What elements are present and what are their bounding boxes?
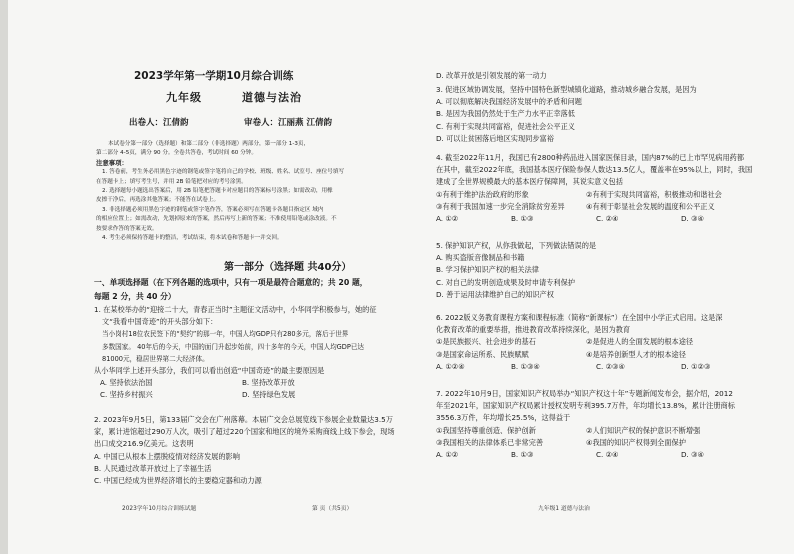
q6-option-a: A. ①②④ — [436, 361, 465, 371]
note-line: 4. 考生必须保持答题卡的整洁，考试结束，将本试卷和答题卡一并交回。 — [102, 235, 283, 242]
q1-stem-line: 1. 在某校举办的“迎接二十大，青春正当时”主题征文活动中，小华同学积极参与，她的征 — [94, 305, 377, 314]
q4-statement-3: ③有利于我国加速一步完全消除贫穷差异 — [436, 201, 565, 211]
q3-option-c: C. 有利于实现共同富裕，促进社会公平正义 — [436, 121, 575, 131]
q2-stem-line: 家，累计进馆超过290万人次，吸引了超过220个国家和地区的境外采购商线上线下参会，现场 — [94, 427, 395, 437]
instruction-line: 一、单项选择题（在下列各题的选项中，只有一项是最符合题意的；共 20 题， — [94, 278, 368, 287]
q4-option-a: A. ①② — [436, 214, 459, 224]
note-line: 皮擦干净后，再选涂其他答案；不能答在试卷上。 — [96, 197, 220, 204]
q4-statement-2: ②有利于实现共同富裕，积极推动和谐社会 — [586, 189, 722, 199]
q3-stem: 3. 促进区域协调发展，坚持中国特色新型城镇化道路，推动城乡融合发展，是因为 — [436, 85, 697, 94]
exam-notes — [96, 140, 344, 243]
instruction-line: 每题 2 分，共 40 分） — [94, 291, 176, 301]
q3-option-b: B. 是因为我国仍然处于生产力水平正幸落低 — [436, 109, 575, 119]
q1-stem-line: 文“我看中国奇迹”的开头部分如下： — [102, 317, 218, 327]
q7-option-b: B. ①③ — [511, 450, 534, 460]
q2-option-b: B. 人民通过改革开放过上了幸福生活 — [94, 463, 212, 473]
q1-quote-line: 多数国家。 40年后的今天，中国的面门升起步始前，四十多年的今天，中国人均GDP已达 — [102, 342, 365, 351]
note-line: 本试卷分第一部分（选择题）和第二部分（非选择题）两部分，第一部分 1-3页， — [108, 141, 310, 147]
q5-option-a: A. 购买盗版音像制品和书籍 — [436, 253, 525, 263]
q1-option-c: C. 坚持乡村振兴 — [100, 390, 153, 400]
note-line: 3. 非选择题必须用黑色字迹的钢笔或签字笔作答，答案必须写在答题卡各题目指定区 域内 — [102, 206, 324, 213]
q4-stem-line: 建成了全世界规模最大的基本医疗保障网，其说实意义包括 — [436, 177, 623, 187]
footer-right: 九年级1 道德与法治 — [538, 506, 590, 512]
instructions — [94, 276, 368, 303]
q2-option-c: C. 中国已经成为世界经济增长的主要稳定器和动力源 — [94, 476, 262, 486]
question-6 — [436, 312, 722, 373]
note-line: 1. 答卷前，考生务必用黑色字迹的钢笔或签字笔将自己的学校、班级、姓名、试室号、座位号填写 — [102, 169, 345, 176]
q7-stem-line: 3556.3万件，年均增长25.5%，这得益于 — [436, 413, 571, 423]
q6-option-c: C. ②③④ — [596, 361, 625, 371]
q7-option-a: A. ①② — [436, 450, 459, 460]
q4-stem-line: 在其中，截至2022年底，我国基本医疗保险参保人数达13.5亿人，覆盖率在95%以上，同时，我国 — [436, 165, 753, 175]
q2-option-a: A. 中国已从根本上摆脱疫情对经济发展的影响 — [94, 451, 240, 461]
q1-option-a: A. 坚持依法治国 — [100, 378, 153, 388]
q7-statement-4: ④我国的知识产权得到全面保护 — [586, 437, 686, 447]
q2-stem-line: 2. 2023年9月5日，第133届广交会在广州落幕。本届广交会总展览线下参展企业数量达3.5万 — [94, 415, 393, 424]
question-2-continued — [436, 70, 547, 82]
q5-option-d: D. 善于运用法律维护自己的知识产权 — [436, 289, 554, 299]
question-7 — [436, 388, 735, 461]
q3-option-d: D. 可以让贫困落后地区实现同步富裕 — [436, 133, 554, 143]
q7-stem-line: 7. 2022年10月9日，国家知识产权局举办“知识产权这十年”专题新闻发布会，据介绍，2012 — [436, 389, 733, 398]
q6-option-b: B. ①③④ — [511, 361, 540, 371]
question-1 — [94, 304, 377, 402]
q7-statement-1: ①我国坚持尊重创造、保护创新 — [436, 425, 536, 435]
q4-statement-1: ①有利于维护法治政府的形象 — [436, 189, 529, 199]
q2-stem-line: 出口成交216.9亿美元。这表明 — [94, 439, 194, 449]
section-title: 第一部分（选择题 共40分） — [224, 262, 352, 273]
q5-option-c: C. 对自己的发明创造成果及时申请专利保护 — [436, 277, 575, 287]
q6-statement-2: ②是促进人的全面发展的根本途径 — [586, 337, 694, 347]
q7-statement-2: ②人们知识产权的保护意识不断增强 — [586, 425, 701, 435]
q6-stem-line: 化教育改革的重要举措，推进教育改革持续深化，是因为教育 — [436, 325, 631, 335]
footer-left: 2023学年10月综合训练试题 — [122, 506, 197, 512]
q4-stem-line: 4. 截至2022年11月，我国已有2800种药品进入国家医保目录，国内87%的已上市罕见病用药都 — [436, 153, 745, 162]
reviewer-line: 审卷人：江丽燕 江倩韵 — [244, 118, 332, 128]
q5-option-b: B. 学习保护知识产权的相关法律 — [436, 265, 539, 275]
q3-option-a: A. 可以彻底解决我国经济发展中的矛盾和问题 — [436, 97, 582, 107]
q4-option-c: C. ②④ — [596, 214, 619, 224]
q7-stem-line: 年至2021年，国家知识产权局累计授权发明专利395.7万件，年均增长13.8%，累计注册商标 — [436, 401, 735, 411]
q4-statement-4: ④有利于彰显社会发展的温度和公平正义 — [586, 201, 715, 211]
question-5 — [436, 240, 596, 301]
q4-option-b: B. ①③ — [511, 214, 534, 224]
q4-option-d: D. ③④ — [681, 214, 704, 224]
scan-edge — [0, 0, 8, 554]
q6-option-d: D. ①②③ — [681, 361, 711, 371]
note-line: 在答题卡上；填写考生号，并用 2B 铅笔把对应的考号涂黑。 — [96, 178, 247, 185]
footer-page: 第 页（共5页） — [312, 506, 353, 512]
q2-option-d: D. 改革开放是引领发展的第一动力 — [436, 71, 547, 80]
q1-option-d: D. 坚持绿色发展 — [242, 390, 296, 400]
q1-quote-line: 81000元，稳居世界第二大经济体。 — [102, 354, 209, 363]
q1-ask: 从小华同学上述开头部分，我们可以看出创造“中国奇迹”的最主要原因是 — [94, 366, 325, 376]
note-heading: 注意事项： — [96, 158, 128, 167]
q7-option-c: C. ②④ — [596, 450, 619, 460]
q5-stem: 5. 保护知识产权，从你我做起，下列做法错误的是 — [436, 241, 597, 250]
question-2 — [94, 414, 395, 487]
subject-label: 道德与法治 — [242, 91, 302, 104]
q6-statement-1: ①是民族振兴、社会进步的基石 — [436, 337, 536, 347]
note-line: 按要求作答的答案无效。 — [96, 225, 158, 232]
question-4 — [436, 152, 752, 225]
q6-stem-line: 6. 2022版义务教育课程方案和课程标准（简称“新课标”）在全国中小学正式启用。这是深 — [436, 313, 723, 322]
q6-statement-4: ④是培养创新型人才的根本途径 — [586, 349, 686, 359]
q7-statement-3: ③我国相关的法律体系已非常完善 — [436, 437, 544, 447]
q7-option-d: D. ③④ — [681, 450, 704, 460]
author-line: 出卷人：江倩韵 — [129, 118, 189, 128]
note-line: 2. 选择题每小题选出答案后，用 2B 铅笔把答题卡对应题目的答案标号涂黑；如需改动，用橡 — [102, 188, 333, 195]
grade-label: 九年级 — [166, 91, 202, 104]
note-line: 第二部分 4-5页，满分 90 分。全卷共答卷，考试时间 60 分钟。 — [96, 150, 257, 157]
question-3 — [436, 84, 697, 145]
note-line: 的相应位置上；如需改动，先划掉原来的答案，然后再写上新的答案；不准使用铅笔或涂改液。不 — [96, 216, 337, 223]
q1-quote-line: 当小岗村18位农民签下的“契约”的那一年，中国人均GDP只有280多元，落后于世界 — [102, 330, 349, 339]
q6-statement-3: ③是国家命运所系、民族赋赋 — [436, 349, 529, 359]
exam-title: 2023学年第一学期10月综合训练 — [134, 70, 294, 82]
q1-option-b: B. 坚持改革开放 — [242, 378, 295, 388]
